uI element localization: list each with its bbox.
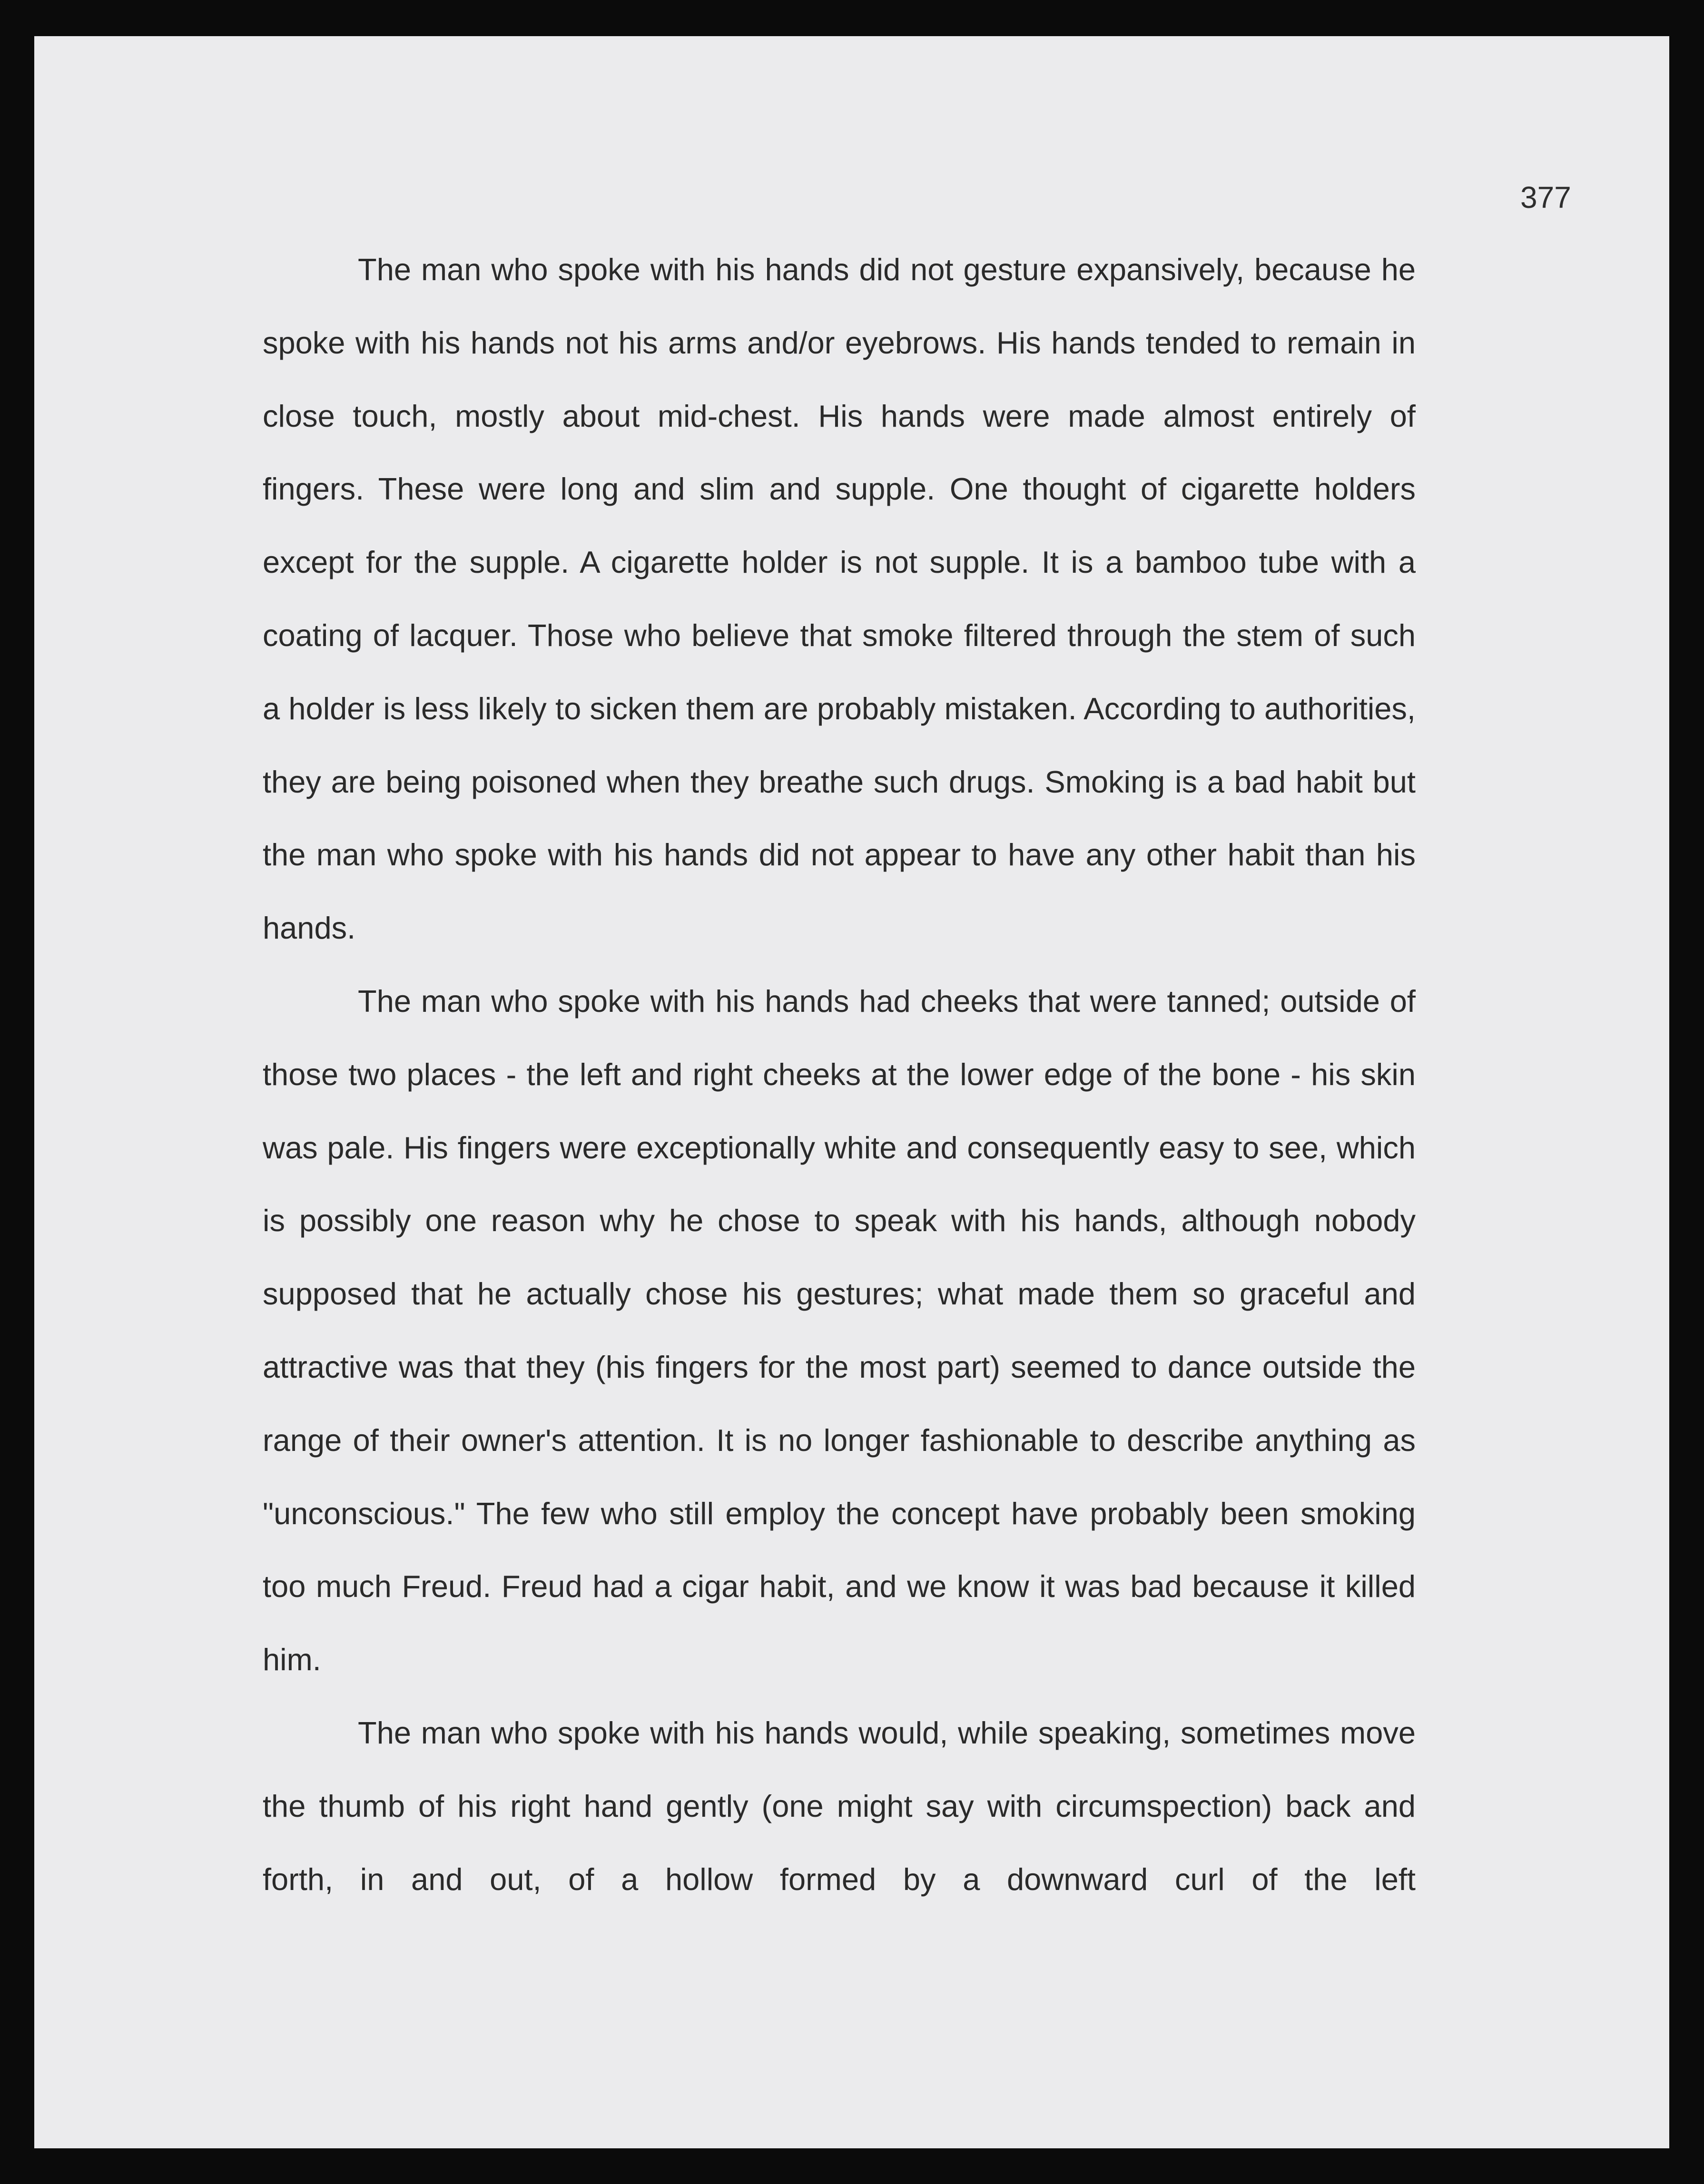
paragraph-1: The man who spoke with his hands did not gesture expansively, because he spoke with his hands not his arms and/or eyebrows. His hands tended to remain in close touch, mostly about mid-chest. His hands were made almost entirely of fingers. These were long and slim and supple. One thought of cigarette holders except for the supple. A cigarette holder is not supple. It is a bamboo tube with a coating of lacquer. Those who believe that smoke filtered through the stem of such a holder is less likely to sicken them are probably mistaken. According to authorities, they are being poisoned when they breathe such drugs. Smoking is a bad habit but the man who spoke with his hands did not appear to have any other habit than his hands. [263,252,1416,946]
paragraph-2: The man who spoke with his hands had cheeks that were tanned; outside of those two places - the left and right cheeks at the lower edge of the bone - his skin was pale. His fingers were exceptionally white and consequently easy to see, which is possibly one reason why he chose to speak with his hands, although nobody supposed that he actually chose his gestures; what made them so graceful and attractive was that they (his fingers for the most part) seemed to dance outside the range of their owner's attention. It is no longer fashionable to describe anything as "unconscious." The few who still employ the concept have probably been smoking too much Freud. Freud had a cigar habit, and we know it was bad because it killed him. [263,983,1416,1677]
body-text [263,233,1416,1916]
page-number: 377 [1520,180,1571,215]
paragraph-3: The man who spoke with his hands would, while speaking, sometimes move the thumb of his right hand gently (one might say with circumspection) back and forth, in and out, of a hollow formed by a downward curl of the left [263,1715,1416,1897]
